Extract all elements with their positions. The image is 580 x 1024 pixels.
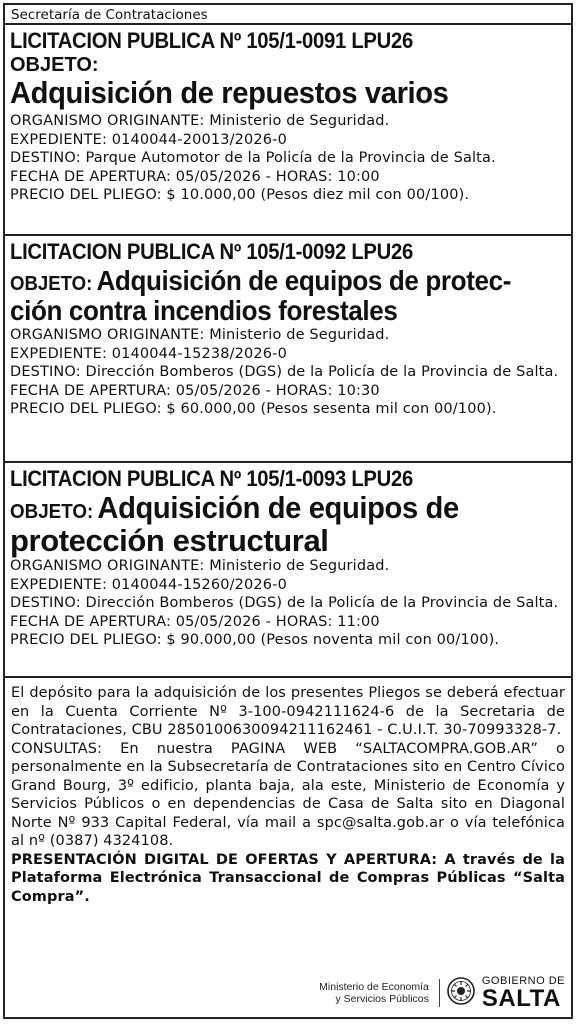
logo-divider [439, 979, 440, 1007]
tender-section-2 [5, 236, 571, 463]
organismo-field: ORGANISMO ORIGINANTE: Ministerio de Seguridad. [10, 113, 390, 129]
precio-field: PRECIO DEL PLIEGO: $ 10.000,00 (Pesos diez mil con 00/100). [10, 187, 470, 203]
expediente-field: EXPEDIENTE: 0140044-15238/2026-0 [10, 345, 287, 362]
precio-field: PRECIO DEL PLIEGO: $ 90.000,00 (Pesos noventa mil con 00/100). [10, 632, 500, 648]
expediente-field: EXPEDIENTE: 0140044-20013/2026-0 [10, 131, 287, 148]
destino-field: DESTINO: Parque Automotor de la Policía de la Provincia de Salta. [10, 150, 496, 166]
ministry-logo-text [319, 981, 429, 1005]
destino-field: DESTINO: Dirección Bomberos (DGS) de la Policía de la Provincia de Salta. [10, 364, 559, 380]
tender-title: LICITACION PUBLICA Nº 105/1-0092 LPU26 [10, 239, 413, 264]
gob-line1: GOBIERNO DE [481, 975, 565, 987]
fecha-field: FECHA DE APERTURA: 05/05/2026 - HORAS: 10:30 [10, 382, 380, 399]
fecha-field: FECHA DE APERTURA: 05/05/2026 - HORAS: 10:00 [10, 168, 380, 185]
organismo-field: ORGANISMO ORIGINANTE: Ministerio de Seguridad. [10, 327, 390, 343]
consultas-paragraph: CONSULTAS: En nuestra PAGINA WEB “SALTACOMPRA.GOB.AR” o personalmente en la Subsecretaría de Contrataciones sito en Centro Cívico Grand Bourg, 3º edificio, planta baja, ala este, Ministerio de Economía y Servicios Públicos o en dependencias de Casa de Salta sito en Diagonal Norte Nº 933 Capital Federal, vía mail a spc@salta.gob.ar o vía telefónica al nº (0387) 4324108. [11, 740, 565, 849]
ministry-line2: y Servicios Públicos [335, 993, 429, 1005]
tender-title: LICITACION PUBLICA Nº 105/1-0093 LPU26 [10, 466, 413, 491]
presentacion-paragraph: PRESENTACIÓN DIGITAL DE OFERTAS Y APERTURA: A través de la Plataforma Electrónica Transaccional de Compras Públicas “Salta Compra”. [11, 851, 565, 905]
objeto-text-line2: protección estructural [10, 523, 329, 558]
tender-section-3 [5, 463, 571, 678]
organismo-field: ORGANISMO ORIGINANTE: Ministerio de Seguridad. [10, 558, 390, 574]
objeto-text-line1: Adquisición de equipos de protec- [96, 265, 512, 296]
tender-title: LICITACION PUBLICA Nº 105/1-0091 LPU26 [10, 28, 413, 53]
logos-block [319, 975, 565, 1011]
objeto-label: OBJETO: [10, 54, 99, 76]
objeto-text-line2: ción contra incendios forestales [10, 295, 398, 326]
objeto-block [10, 492, 533, 524]
tender-section-1 [5, 25, 571, 236]
footer-info [5, 678, 571, 906]
expediente-field: EXPEDIENTE: 0140044-15260/2026-0 [10, 576, 287, 593]
salta-coat-of-arms-icon [446, 976, 476, 1010]
precio-field: PRECIO DEL PLIEGO: $ 60.000,00 (Pesos sesenta mil con 00/100). [10, 401, 497, 417]
ministry-line1: Ministerio de Economía [319, 981, 429, 993]
gob-line2: SALTA [481, 985, 561, 1012]
objeto-text-line1: Adquisición de equipos de [97, 490, 459, 525]
objeto-label: OBJETO: [10, 501, 94, 523]
gobierno-salta-logo [482, 975, 565, 1011]
objeto-text: Adquisición de repuestos varios [10, 75, 449, 110]
department-header: Secretaría de Contrataciones [5, 5, 571, 25]
deposito-paragraph: El depósito para la adquisición de los presentes Pliegos se deberá efectuar en la Cuenta Corriente Nº 3-100-0942111624-6 de la Secretaria de Contrataciones, CBU 2850100630094211162461 - C.U.I.T. 30-70993328-7. [11, 685, 565, 738]
notice-frame [3, 3, 573, 1019]
objeto-label: OBJETO: [10, 273, 93, 295]
objeto-block [10, 265, 527, 296]
destino-fecha-field: DESTINO: Dirección Bomberos (DGS) de la Policía de la Provincia de Salta. FECHA DE APERTURA: 05/05/2026 - HORAS: 11:00 [10, 595, 559, 630]
